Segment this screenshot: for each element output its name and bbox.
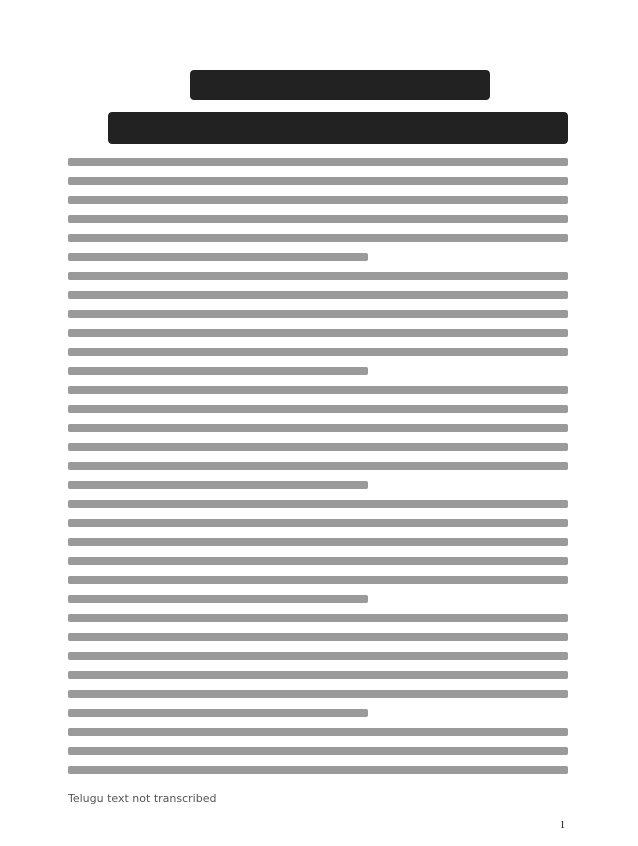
text-line [68,348,568,356]
text-line [68,291,568,299]
text-line [68,766,568,774]
text-line [68,747,568,755]
text-line [68,158,568,166]
text-line [68,557,568,565]
text-line [68,177,568,185]
text-line [68,443,568,451]
text-line [68,595,368,603]
text-line [68,253,368,261]
text-line [68,329,568,337]
title-shape [190,70,490,100]
text-line [68,481,368,489]
text-line [68,633,568,641]
text-line [68,272,568,280]
page-number: 1 [560,820,565,831]
text-line [68,614,568,622]
untranscribed-notice: Telugu text not transcribed [68,792,217,805]
text-line [68,367,368,375]
text-line [68,519,568,527]
text-line [68,576,568,584]
text-line [68,538,568,546]
text-line [68,234,568,242]
text-line [68,690,568,698]
text-line [68,405,568,413]
text-line [68,310,568,318]
text-line [68,500,568,508]
text-line [68,652,568,660]
text-line [68,728,568,736]
text-line [68,462,568,470]
subtitle-shape [108,112,568,144]
text-line [68,424,568,432]
text-line [68,709,368,717]
text-line [68,386,568,394]
text-line [68,671,568,679]
text-line [68,215,568,223]
text-line [68,196,568,204]
